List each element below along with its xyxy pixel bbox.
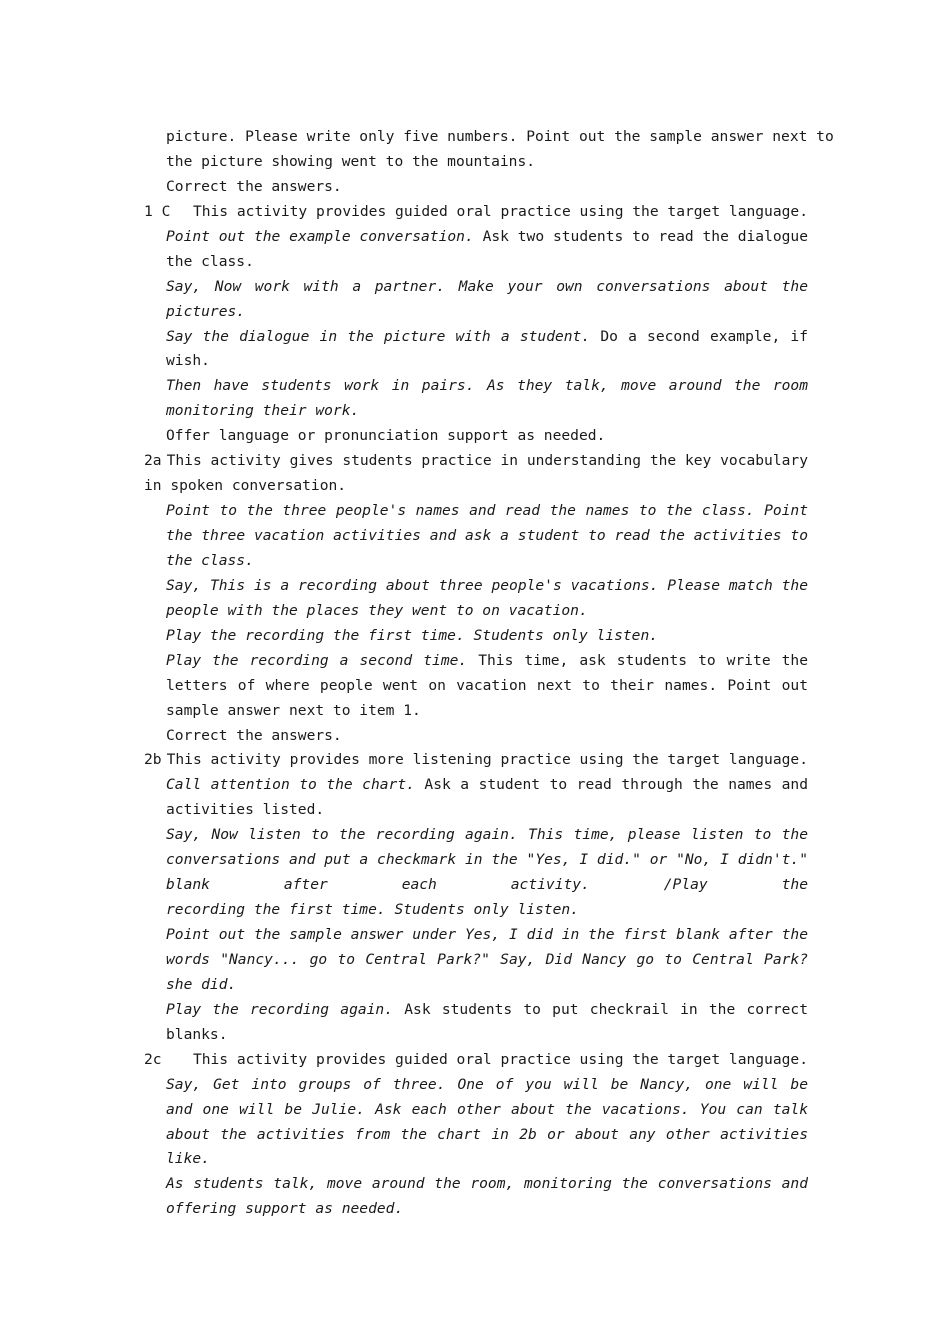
text-line (144, 225, 808, 250)
text-line: about the activities from the chart in 2b or about any other activities (166, 1125, 808, 1143)
text-line: words "Nancy... go to Central Park?" Say, Did Nancy go to Central Park? (166, 950, 808, 968)
italic-instruction: blank after each activity. (166, 876, 590, 894)
text-line (144, 649, 808, 674)
text-line: Correct the answers. (166, 177, 342, 195)
plain-instruction: This time, ask students to write the (467, 651, 808, 669)
section-2b-heading (144, 748, 808, 773)
text-line: the picture showing went to the mountains. (166, 152, 536, 170)
section-2c-heading (144, 1048, 808, 1073)
text-line: the class. (166, 551, 254, 569)
plain-instruction: Ask two students to read the dialogue (482, 227, 808, 245)
text-line: recording the first time. Students only listen. (166, 901, 579, 919)
text-line: people with the places they went to on vacation. (166, 601, 588, 619)
italic-instruction: Say the dialogue in the picture with a student. (166, 327, 591, 345)
text-line: conversations and put a checkmark in the "Yes, I did." or "No, I didn't." (166, 851, 808, 869)
text-line: Say, Now work with a partner. Make your own conversations about the (166, 277, 808, 295)
plain-instruction: Do a second example, if (600, 327, 808, 345)
section-description: This activity provides guided oral practice using the target language. (192, 202, 808, 220)
text-line: the three vacation activities and ask a student to read the activities to (166, 527, 808, 544)
text-line: Point to the three people's names and read the names to the class. Point (166, 502, 808, 520)
section-label: 2c (144, 1050, 162, 1068)
text-line: offering support as needed. (166, 1200, 404, 1218)
text-line: like. (166, 1150, 210, 1168)
section-label: 2b (144, 751, 162, 769)
text-line: Offer language or pronunciation support as needed. (166, 427, 606, 445)
text-line: monitoring their work. (166, 402, 360, 420)
text-line (144, 773, 808, 798)
text-line (144, 873, 808, 898)
text-line: she did. (166, 975, 237, 993)
text-line: wish. (166, 352, 210, 370)
document-body (144, 125, 834, 1222)
section-1c-heading (144, 200, 808, 225)
text-line: As students talk, move around the room, monitoring the conversations and (166, 1175, 808, 1193)
text-line: blanks. (166, 1025, 228, 1043)
text-line: sample answer next to item 1. (166, 701, 421, 719)
italic-instruction: Point out the example conversation. (166, 227, 474, 245)
text-line: Point out the sample answer under Yes, I did in the first blank after the (166, 926, 808, 943)
text-line: Correct the answers. (166, 726, 342, 744)
section-description: This activity gives students practice in understanding the key vocabulary (166, 452, 808, 470)
text-line: pictures. (166, 302, 246, 320)
text-line: picture. Please write only five numbers. Point out the sample answer next to (166, 128, 834, 145)
text-line: Then have students work in pairs. As they talk, move around the room (166, 377, 808, 395)
text-line (144, 325, 808, 350)
text-line: Say, Get into groups of three. One of you will be Nancy, one will be (166, 1075, 808, 1093)
section-description: This activity provides guided oral practice using the target language. (192, 1050, 808, 1068)
italic-instruction: Play the recording again. (166, 1000, 394, 1018)
text-line: Say, Now listen to the recording again. This time, please listen to the (166, 826, 808, 844)
text-line: and one will be Julie. Ask each other about the vacations. You can talk (166, 1100, 808, 1118)
text-line (144, 998, 808, 1023)
text-line: letters of where people went on vacation next to their names. Point out (166, 676, 808, 694)
italic-instruction: Call attention to the chart. (166, 776, 415, 794)
italic-instruction: Play the recording a second time. (166, 651, 468, 669)
plain-instruction: Ask a student to read through the names and (414, 776, 808, 794)
text-line: Play the recording the first time. Students only listen. (166, 626, 659, 644)
text-line: in spoken conversation. (144, 477, 347, 495)
section-label: 2a (144, 452, 162, 470)
italic-instruction: /Play the (663, 876, 808, 894)
text-line: Say, This is a recording about three people's vacations. Please match the (166, 576, 808, 594)
text-line: activities listed. (166, 801, 325, 819)
section-description: This activity provides more listening practice using the target language. (166, 751, 808, 769)
text-line: the class. (166, 252, 254, 270)
section-2a-heading (144, 449, 808, 474)
plain-instruction: Ask students to put checkrail in the correct (393, 1000, 808, 1018)
section-label: 1 C (144, 202, 171, 220)
